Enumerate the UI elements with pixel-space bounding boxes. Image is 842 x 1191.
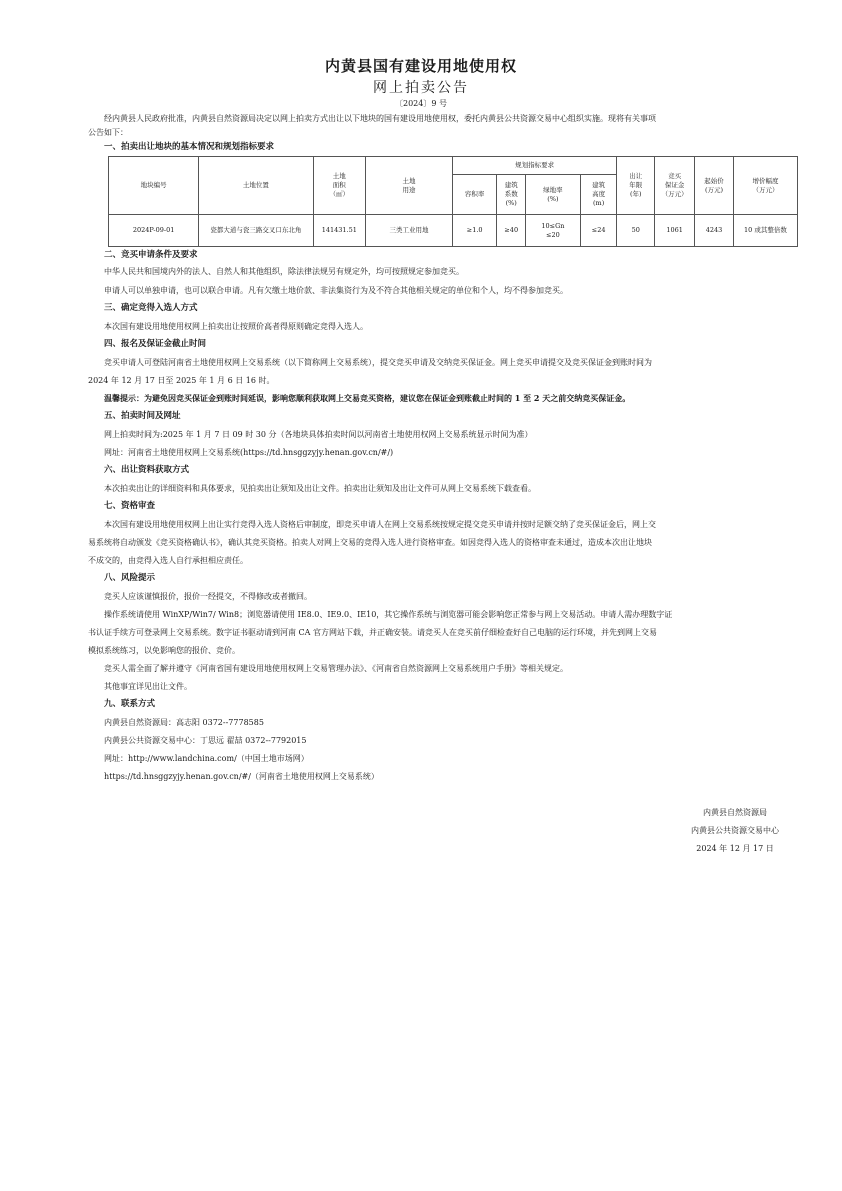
cell-green: 10≤Gn ≤20	[526, 215, 581, 247]
section-heading-6: 六、出让资料获取方式	[104, 465, 190, 475]
header-area: 土地 面积 （㎡）	[313, 157, 366, 215]
signature-org-2: 内黄县公共资源交易中心	[691, 826, 779, 835]
header-height: 建筑 高度 (m)	[580, 175, 617, 215]
contact-link[interactable]: 网址：http://www.landchina.com/（中国土地市场网）	[104, 754, 309, 763]
table-row	[109, 215, 798, 247]
header-increment: 增价幅度 （万元）	[733, 157, 797, 215]
section-7-line: 不成交的，由竞得入选人自行承担相应责任。	[88, 556, 248, 565]
signature-org-1: 内黄县自然资源局	[703, 808, 767, 817]
header-planning: 规划指标要求	[452, 157, 617, 175]
header-start-price: 起始价 (万元)	[695, 157, 734, 215]
header-use: 土地 用途	[366, 157, 453, 215]
cell-parcel-no: 2024P-09-01	[109, 215, 199, 247]
section-heading-1: 一、拍卖出让地块的基本情况和规划指标要求	[104, 142, 275, 152]
intro-paragraph-line-2: 公告如下：	[88, 128, 128, 137]
section-2-line: 中华人民共和国境内外的法人、自然人和其他组织，除法律法规另有规定外，均可按照规定参加竞买。	[104, 267, 464, 276]
auction-url: 网址：河南省土地使用权网上交易系统(https://td.hnsggzyjy.henan.gov.cn/#/)	[104, 448, 394, 457]
header-deposit: 竞买 保证金 （万元）	[655, 157, 695, 215]
cell-use: 三类工业用地	[366, 215, 453, 247]
section-heading-2: 二、竞买申请条件及要求	[104, 250, 198, 260]
section-heading-7: 七、资格审查	[104, 501, 156, 511]
signature-date: 2024 年 12 月 17 日	[696, 844, 774, 853]
parcel-table	[108, 156, 798, 247]
deposit-warning: 温馨提示：为避免因竞买保证金到账时间延误，影响您顺利获取网上交易竞买资格，建议您在保证金到账截止时间的 1 至 2 天之前交纳竞买保证金。	[104, 393, 631, 403]
cell-increment: 10 或其整倍数	[733, 215, 797, 247]
section-2-line: 申请人可以单独申请，也可以联合申请。凡有欠缴土地价款、非法集资行为及不符合其他相关规定的单位和个人，均不得参加竞买。	[104, 286, 568, 295]
section-heading-9: 九、联系方式	[104, 699, 156, 709]
section-8-line: 书认证手续方可登录网上交易系统。数字证书驱动请到河南 CA 官方网站下载，并正确安装。请竞买人在竞买前仔细检查好自己电脑的运行环境，并先到网上交易	[88, 628, 657, 637]
section-8-line: 其他事宜详见出让文件。	[104, 682, 192, 691]
section-heading-8: 八、风险提示	[104, 573, 156, 583]
header-green: 绿地率 (%)	[526, 175, 581, 215]
contact-link[interactable]: https://td.hnsggzyjy.henan.gov.cn/#/（河南省土地使用权网上交易系统）	[104, 772, 379, 781]
section-3-line: 本次国有建设用地使用权网上拍卖出让按照价高者得原则确定竞得入选人。	[104, 322, 368, 331]
auction-time: 网上拍卖时间为:2025 年 1 月 7 日 09 时 30 分（各地块具体拍卖时间以河南省土地使用权网上交易系统显示时间为准）	[104, 430, 533, 439]
contact-line: 内黄县公共资源交易中心：丁思远 翟喆 0372--7792015	[104, 736, 307, 745]
section-heading-5: 五、拍卖时间及网址	[104, 411, 181, 421]
header-density: 建筑 系数 (%)	[497, 175, 526, 215]
cell-start-price: 4243	[695, 215, 734, 247]
section-8-line: 模拟系统练习，以免影响您的报价、竞价。	[88, 646, 240, 655]
cell-term: 50	[617, 215, 655, 247]
cell-far: ≥1.0	[452, 215, 497, 247]
cell-location: 瓷都大道与瓷三路交叉口东北角	[199, 215, 313, 247]
header-parcel-no: 地块编号	[109, 157, 199, 215]
section-8-line: 操作系统请使用 WinXP/Win7/ Win8；浏览器请使用 IE8.0、IE9.0、IE10，其它操作系统与浏览器可能会影响您正常参与网上交易活动。申请人需办理数字证	[104, 610, 673, 619]
section-heading-3: 三、确定竞得入选人方式	[104, 303, 198, 313]
section-6-line: 本次拍卖出让的详细资料和具体要求，见拍卖出让须知及出让文件。拍卖出让须知及出让文件可从网上交易系统下载查看。	[104, 484, 536, 493]
cell-deposit: 1061	[655, 215, 695, 247]
section-7-line: 本次国有建设用地使用权网上出让实行竞得入选人资格后审制度，即竞买申请人在网上交易系统按规定提交竞买申请并按时足额交纳了竞买保证金后，网上交	[104, 520, 656, 529]
section-4-line: 2024 年 12 月 17 日至 2025 年 1 月 6 日 16 时。	[88, 376, 275, 385]
section-8-line: 竞买人应该谨慎报价，报价一经提交，不得修改或者撤回。	[104, 592, 312, 601]
intro-paragraph-line-1: 经内黄县人民政府批准，内黄县自然资源局决定以网上拍卖方式出让以下地块的国有建设用地使用权，委托内黄县公共资源交易中心组织实施。现将有关事项	[104, 114, 656, 123]
section-heading-4: 四、报名及保证金截止时间	[104, 339, 207, 349]
cell-area: 141431.51	[313, 215, 366, 247]
header-far: 容积率	[452, 175, 497, 215]
header-term: 出让 年限 (年)	[617, 157, 655, 215]
section-4-line: 竞买申请人可登陆河南省土地使用权网上交易系统（以下简称网上交易系统），提交竞买申请及交纳竞买保证金。网上竞买申请提交及竞买保证金到账时间为	[104, 358, 652, 367]
section-8-line: 竞买人需全面了解并遵守《河南省国有建设用地使用权网上交易管理办法》、《河南省自然资源网上交易系统用户手册》等相关规定。	[104, 664, 568, 673]
cell-density: ≥40	[497, 215, 526, 247]
header-location: 土地位置	[199, 157, 313, 215]
contact-line: 内黄县自然资源局：高志阳 0372--7778585	[104, 718, 264, 727]
document-title: 内黄县国有建设用地使用权	[324, 57, 517, 75]
document-number: 〔2024〕9 号	[395, 99, 447, 108]
cell-height: ≤24	[580, 215, 617, 247]
section-7-line: 易系统将自动颁发《竞买资格确认书》，确认其竞买资格。拍卖人对网上交易的竞得入选人进行资格审查。如因竞得入选人的资格审查未通过，造成本次出让地块	[88, 538, 652, 547]
document-subtitle: 网上拍卖公告	[373, 80, 469, 96]
